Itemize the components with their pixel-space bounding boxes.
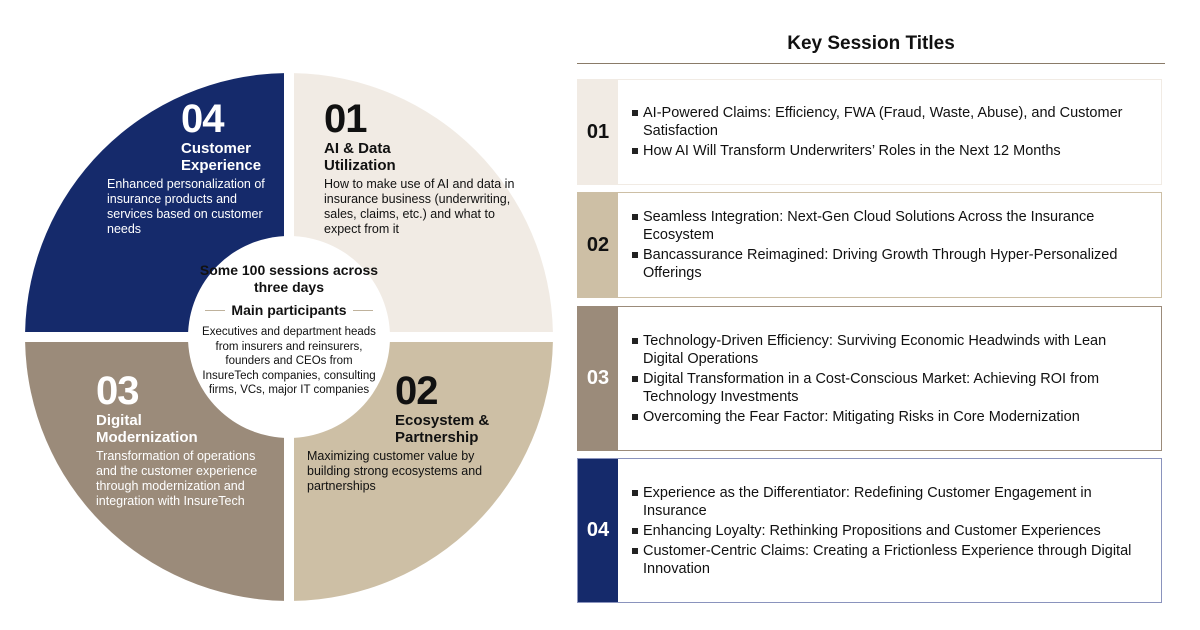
session-item: Enhancing Loyalty: Rethinking Propositions and Customer Experiences (632, 522, 1149, 540)
quadrant-title: Digital Modernization (96, 412, 198, 446)
quadrant-description: Maximizing customer value by building strong ecosystems and partnerships (307, 449, 483, 493)
quadrant-description: How to make use of AI and data in insurance business (underwriting, sales, claims, etc.) and what to expect from it (324, 177, 515, 236)
quadrant-01 (324, 97, 524, 237)
group-number: 04 (578, 459, 618, 602)
session-group-04 (577, 458, 1162, 603)
session-list (618, 459, 1161, 602)
quadrant-description: Enhanced personalization of insurance products and services based on customer needs (107, 177, 265, 236)
session-list (618, 80, 1161, 184)
panel-title: Key Session Titles (787, 33, 955, 54)
session-group-01 (577, 79, 1162, 185)
center-headline: Some 100 sessions across three days (199, 262, 379, 295)
session-item: Customer-Centric Claims: Creating a Frictionless Experience through Digital Innovation (632, 542, 1149, 578)
session-list (618, 193, 1161, 297)
quadrant-number: 03 (96, 369, 139, 413)
group-number: 01 (578, 80, 618, 184)
session-group-03 (577, 306, 1162, 451)
quadrant-title: Customer Experience (181, 140, 262, 174)
quadrant-number: 02 (395, 369, 438, 413)
theme-wheel (0, 0, 580, 630)
session-item: Digital Transformation in a Cost-Conscious Market: Achieving ROI from Technology Investments (632, 370, 1149, 406)
group-number: 03 (578, 307, 618, 450)
center-subheading (196, 302, 382, 319)
quadrant-description: Transformation of operations and the customer experience through modernization and integration with InsureTech (96, 449, 258, 508)
session-item: Overcoming the Fear Factor: Mitigating Risks in Core Modernization (632, 408, 1149, 426)
session-item: How AI Will Transform Underwriters’ Roles in the Next 12 Months (632, 142, 1149, 160)
divider-line (205, 310, 225, 311)
session-item: AI-Powered Claims: Efficiency, FWA (Fraud, Waste, Abuse), and Customer Satisfaction (632, 104, 1149, 140)
center-subheading-label: Main participants (231, 302, 347, 318)
quadrant-title: AI & Data Utilization (324, 140, 396, 174)
quadrant-number: 04 (181, 97, 224, 141)
group-number: 02 (578, 193, 618, 297)
session-item: Technology-Driven Efficiency: Surviving Economic Headwinds with Lean Digital Operations (632, 332, 1149, 368)
session-group-02 (577, 192, 1162, 298)
center-description: Executives and department heads from insurers and reinsurers, founders and CEOs from InsureTech companies, consulting firms, VCs, major IT companies (202, 326, 376, 396)
session-item: Bancassurance Reimagined: Driving Growth Through Hyper-Personalized Offerings (632, 246, 1149, 282)
session-item: Experience as the Differentiator: Redefining Customer Engagement in Insurance (632, 484, 1149, 520)
center-summary (196, 262, 382, 398)
title-divider (577, 63, 1165, 64)
quadrant-title: Ecosystem & Partnership (395, 412, 490, 446)
session-list (618, 307, 1161, 450)
divider-line (353, 310, 373, 311)
session-item: Seamless Integration: Next-Gen Cloud Solutions Across the Insurance Ecosystem (632, 208, 1149, 244)
quadrant-number: 01 (324, 97, 367, 141)
quadrant-04 (107, 97, 282, 237)
